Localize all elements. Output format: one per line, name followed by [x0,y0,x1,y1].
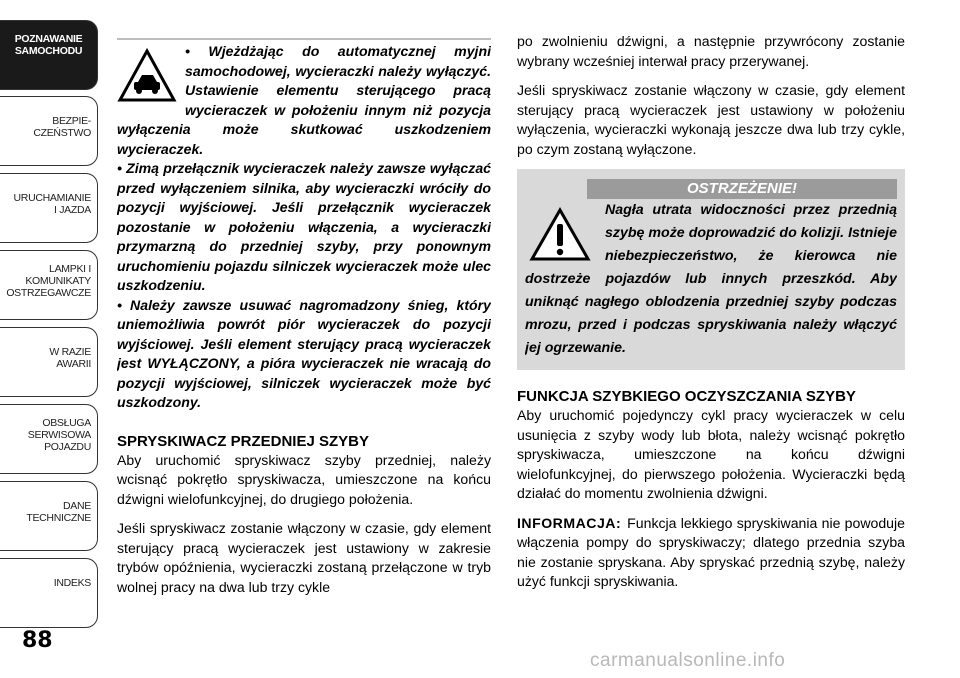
note-paragraph [517,514,905,592]
watermark: carmanualsonline.info [590,650,786,671]
tab-indeks[interactable] [0,558,98,628]
tab-label: BEZPIE- CZEŃSTWO [33,115,91,139]
body-paragraph: Aby uruchomić spryskiwacz szyby przedniej, należy wcisnąć pokrętło spryskiwacza, umieszczone na końcu dźwigni wielofunkcyjnej, do drugiego położenia. [117,451,491,507]
section-heading: FUNKCJA SZYBKIEGO OCZYSZCZANIA SZYBY [517,388,856,405]
body-paragraph: Jeśli spryskiwacz zostanie włączony w czasie, gdy element sterujący pracą wycieraczek jest ustawiony w położeniu wyłączenia, wycieraczki wykonają jeszcze dwa lub trzy cykle, po czym zostaną wyłączone. [517,82,905,157]
section-heading: SPRYSKIWACZ PRZEDNIEJ SZYBY [117,432,369,450]
tab-label: INDEKS [53,577,91,589]
body-paragraph: po zwolnieniu dźwigni, a następnie przywrócony zostanie wybrany wcześniej interwał pracy przerywanej. [517,33,905,69]
page-number: 88 [22,628,53,653]
body-paragraph: Jeśli spryskiwacz zostanie włączony w czasie, gdy element sterujący pracą wycieraczek jest ustawiony w zakresie trybów opóźnienia, wycieraczki zostaną przełączone w tryb wolnej pracy na dwa lub trzy cykle [117,520,491,595]
note-label: INFORMACJA: [517,514,622,531]
left-column [117,38,491,607]
tab-poznawanie-samochodu[interactable] [0,20,98,90]
warning-triangle-icon [529,207,591,262]
right-column [517,32,905,602]
warning-box [517,169,905,370]
tab-lampki-i-komunikaty[interactable] [0,250,98,320]
tab-obsluga-serwisowa[interactable] [0,404,98,474]
caution-bullet: • Zimą przełącznik wycieraczek należy zawsze wyłączać przed wyłączeniem silnika, aby wycieraczki wróciły do pozycji wyjściowej. Jeśli przełącznik wycieraczek pozostanie w położeniu włączenia, a wycieraczki przymarzną do przedniej szyby, przy ponownym uruchomieniu pojazdu silniczek wycieraczek może ulec uszkodzeniu. [117,160,491,293]
tab-bezpieczenstwo[interactable] [0,96,98,166]
caution-bullet: • Należy zawsze usuwać nagromadzony śnieg, który uniemożliwia powrót piór wycieraczek do pozycji wyjściowej. Jeśli element sterujący pracą wycieraczek jest WYŁĄCZONY, a pióra wycieraczek nie wracają do pozycji wyjściowej, silniczek wycieraczek może być uszkodzony. [117,296,491,410]
car-wash-warning-icon [117,48,177,103]
body-paragraph: Aby uruchomić pojedynczy cykl pracy wycieraczek w celu usunięcia z szyby wody lub błota, należy wcisnąć pokrętło spryskiwacza, umieszczone na końcu dźwigni wielofunkcyjnej, do pierwszego położenia. Wycieraczki będą działać do momentu zwolnienia dźwigni. [517,407,905,501]
caution-block [117,42,491,413]
tab-label: DANE TECHNICZNE [26,500,91,524]
warning-top-rule [117,38,491,40]
tab-dane-techniczne[interactable] [0,481,98,551]
caution-bullet: • Wjeżdżając do automatycznej myjni samochodowej, wycieraczki należy wyłączyć. Ustawienie elementu sterującego pracą wycieraczek w położeniu innym niż pozycja wyłączenia może skutkować uszkodzeniem wycieraczek. [117,43,491,157]
tab-label: LAMPKI I KOMUNIKATY OSTRZEGAWCZE [6,263,91,299]
tab-label: URUCHAMIANIE I JAZDA [13,192,91,216]
tab-label: W RAZIE AWARII [49,346,91,370]
tab-label: OBSŁUGA SERWISOWA POJAZDU [27,417,91,453]
tab-label: POZNAWANIE SAMOCHODU [14,33,83,57]
warning-text: Nagła utrata widoczności przez przednią szybę może doprowadzić do kolizji. Istnieje niebezpieczeństwo, że kierowca nie dostrzeże pojazdów lub innych przeszkód. Aby uniknąć nagłego oblodzenia przedniej szyby podczas mrozu, przed i podczas spryskiwania należy włączyć jej ogrzewanie. [525,202,897,356]
tab-w-razie-awarii[interactable] [0,327,98,397]
warning-title: OSTRZEŻENIE! [587,179,897,199]
note-text: Funkcja lekkiego spryskiwania nie powoduje włączenia pompy do spryskiwaczy; dlatego przednia szyba nie zostanie spryskana. Aby spryskać przednią szybę, należy użyć funkcji spryskiwania. [517,514,905,589]
tab-uruchamianie-i-jazda[interactable] [0,173,98,243]
